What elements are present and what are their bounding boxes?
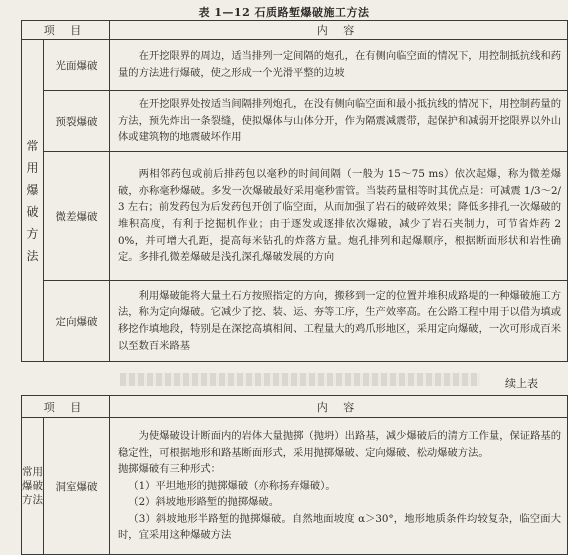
method-content: 两相邻药包或前后排药包以毫秒的时间间隔（一般为 15～75 ms）依次起爆，称为微差爆破，亦称毫秒爆破。多发一次爆破最好采用毫秒雷管。当装药量相等时其优点是：可减震 1/3～2/3 左右；前发药包为后发药包开创了临空面，从而加强了岩石的破碎效果；降低多排孔一次爆破的堆积高度，有利于挖掘机作业；由于逐发或逐排依次爆破，减少了岩石夹制力，可节省炸药 20%，并可增大孔距，提高每米钻孔的炸落方量。炮孔排列和起爆顺序，根据断面形状和岩性确定。多排孔微差爆破是浅孔深孔爆破发展的方向 — [110, 152, 568, 281]
method-name: 洞室爆破 — [44, 418, 110, 555]
blasting-methods-table-continued — [21, 395, 568, 555]
method-name: 定向爆破 — [44, 281, 110, 362]
method-name: 预裂爆破 — [44, 91, 110, 152]
method-content: 利用爆破能将大量土石方按照指定的方向，搬移到一定的位置并堆积成路堤的一种爆破施工方法，称为定向爆破。它减少了挖、装、运、夯等工序，生产效率高。在公路工程中用于以借为填或移挖作填地段，特别是在深挖高填相间、工程量大的鸡爪形地区，采用定向爆破，一次可形成百米以至数百米路基 — [110, 281, 568, 362]
table-row — [22, 91, 568, 152]
header-item: 项 目 — [22, 396, 110, 418]
header-item: 项 目 — [22, 21, 110, 40]
table-row — [22, 152, 568, 281]
method-content: 在开挖限界处按适当间隔排列炮孔，在没有侧向临空面和最小抵抗线的情况下，用控制药量的方法，预先炸出一条裂缝，使拟爆体与山体分开，作为隔震减震带，起保护和减弱开挖限界以外山体或建筑物的地震破坏作用 — [110, 91, 568, 152]
category-cell: 常 用 爆 破 方 法 — [22, 40, 44, 362]
continued-label: 续上表 — [505, 377, 538, 390]
method-name: 微差爆破 — [44, 152, 110, 281]
table-header-row — [22, 396, 568, 418]
table-row — [22, 40, 568, 91]
table-row — [22, 281, 568, 362]
category-cell: 常用 爆破 方法 — [22, 418, 44, 555]
blasting-methods-table — [21, 20, 568, 362]
header-content: 内 容 — [110, 21, 568, 40]
header-content: 内 容 — [110, 396, 568, 418]
table-header-row — [22, 21, 568, 40]
method-name: 光面爆破 — [44, 40, 110, 91]
table-title: 表 1—12 石质路堑爆破施工方法 — [198, 6, 370, 19]
method-content: 在开挖限界的周边，适当排列一定间隔的炮孔，在有侧向临空面的情况下，用控制抵抗线和药量的方法进行爆破，使之形成一个光滑平整的边坡 — [110, 40, 568, 91]
table-row — [22, 418, 568, 555]
bleed-through-text — [120, 373, 480, 386]
method-content: 为使爆破设计断面内的岩体大量抛掷（抛坍）出路基，减少爆破后的清方工作量，保证路基的稳定性，可根据地形和路基断面形式，采用抛掷爆破、定向爆破、松动爆破方法。 抛掷爆破有三种形式： （1）平坦地形的抛掷爆破（亦称扬弃爆破）。 （2）斜坡地形路堑的抛掷爆破。 （3）斜坡地形半路堑的抛掷爆破。自然地面坡度 α＞30°，地形地质条件均较复杂，临空面大时，宜采用这种爆破方法 — [110, 418, 568, 555]
